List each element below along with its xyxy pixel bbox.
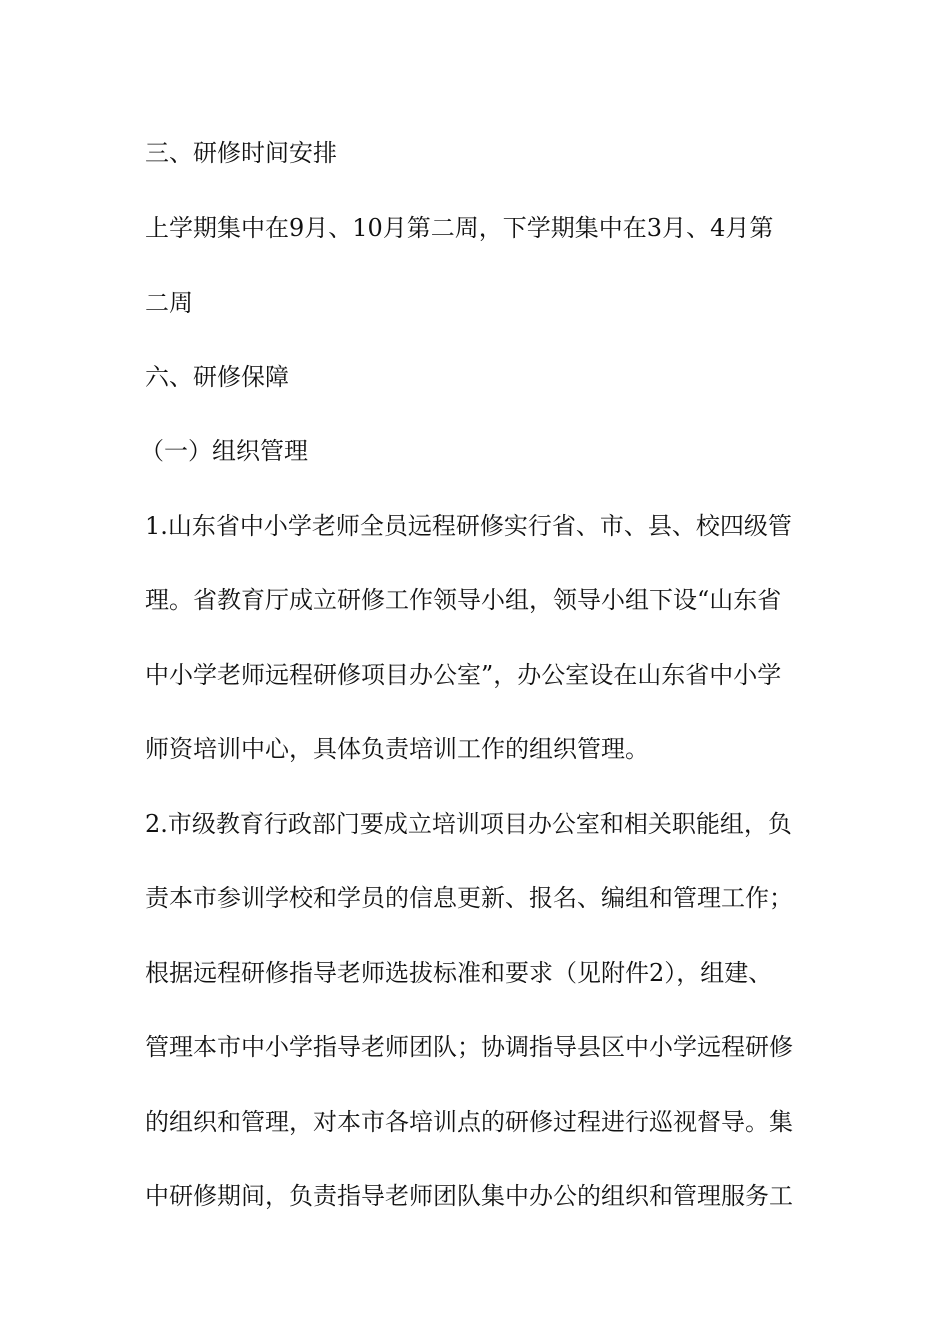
paragraph-line: 的组织和管理，对本市各培训点的研修过程进行巡视督导。集 — [145, 1108, 793, 1136]
paragraph-line: 根据远程研修指导老师选拔标准和要求（见附件2），组建、 — [145, 959, 773, 987]
paragraph-line: 二周 — [145, 289, 193, 317]
paragraph-line: 责本市参训学校和学员的信息更新、报名、编组和管理工作； — [145, 884, 793, 912]
paragraph-line: 上学期集中在9月、10月第二周，下学期集中在3月、4月第 — [145, 214, 774, 242]
paragraph-line: 理。省教育厅成立研修工作领导小组，领导小组下设“山东省 — [145, 586, 782, 614]
subsection-heading-organization: （一）组织管理 — [140, 437, 308, 465]
section-heading-schedule: 三、研修时间安排 — [145, 139, 337, 167]
paragraph-line: 师资培训中心，具体负责培训工作的组织管理。 — [145, 735, 649, 763]
paragraph-line: 1.山东省中小学老师全员远程研修实行省、市、县、校四级管 — [145, 512, 792, 540]
paragraph-line: 管理本市中小学指导老师团队；协调指导县区中小学远程研修 — [145, 1033, 793, 1061]
paragraph-line: 中研修期间，负责指导老师团队集中办公的组织和管理服务工 — [145, 1182, 793, 1210]
section-heading-guarantee: 六、研修保障 — [145, 363, 289, 391]
paragraph-line: 中小学老师远程研修项目办公室”，办公室设在山东省中小学 — [145, 661, 782, 689]
paragraph-line: 2.市级教育行政部门要成立培训项目办公室和相关职能组，负 — [145, 810, 792, 838]
